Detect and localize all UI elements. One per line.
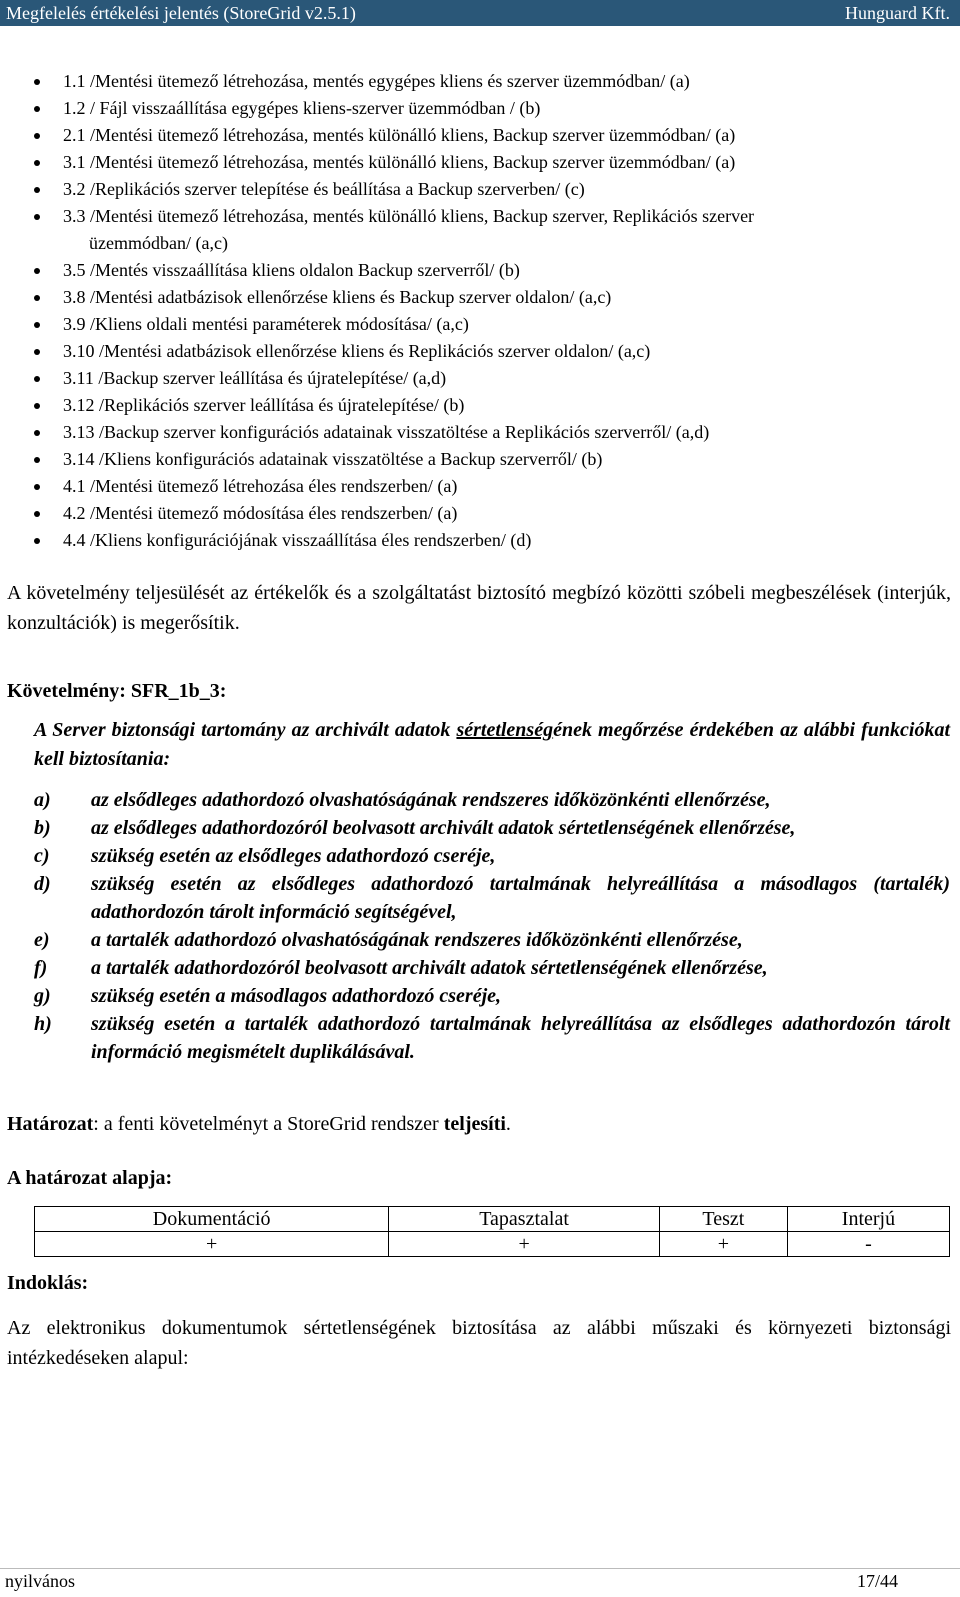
list-item: 3.12 /Replikációs szerver leállítása és újratelepítése/ (b) <box>0 392 960 419</box>
list-item: 3.8 /Mentési adatbázisok ellenőrzése kliens és Backup szerver oldalon/ (a,c) <box>0 284 960 311</box>
list-item: 3.3 /Mentési ütemező létrehozása, mentés különálló kliens, Backup szerver, Replikációs szerver üzemmódban/ (a,c) <box>0 203 960 257</box>
table-header-cell: Teszt <box>659 1207 787 1232</box>
list-item: 1.2 / Fájl visszaállítása egygépes kliens-szerver üzemmódban / (b) <box>0 95 960 122</box>
decision-label: Határozat <box>7 1113 94 1135</box>
list-item: 3.1 /Mentési ütemező létrehozása, mentés különálló kliens, Backup szerver üzemmódban/ (a) <box>0 149 960 176</box>
bullet-icon <box>34 511 40 517</box>
document-title: Megfelelés értékelési jelentés (StoreGrid v2.5.1) <box>6 3 356 23</box>
justification-paragraph: Az elektronikus dokumentumok sértetlenségének biztosítása az alábbi műszaki és környezeti biztonsági intézkedéseken alapul: <box>7 1317 951 1369</box>
page-number: 17/44 <box>856 1571 898 1591</box>
bullet-icon <box>34 403 40 409</box>
bullet-icon <box>34 484 40 490</box>
list-item: 3.14 /Kliens konfigurációs adatainak visszatöltése a Backup szerverről/ (b) <box>0 446 960 473</box>
bullet-icon <box>34 268 40 274</box>
bullet-icon <box>34 214 40 220</box>
table-header-cell: Interjú <box>787 1207 949 1232</box>
bullet-icon <box>34 457 40 463</box>
list-item: 1.1 /Mentési ütemező létrehozása, mentés egygépes kliens és szerver üzemmódban/ (a) <box>0 68 960 95</box>
list-item: 4.2 /Mentési ütemező módosítása éles rendszerben/ (a) <box>0 500 960 527</box>
table-header-cell: Dokumentáció <box>35 1207 389 1232</box>
list-item: 4.1 /Mentési ütemező létrehozása éles rendszerben/ (a) <box>0 473 960 500</box>
list-item: 3.9 /Kliens oldali mentési paraméterek módosítása/ (a,c) <box>0 311 960 338</box>
bullet-icon <box>34 376 40 382</box>
list-item: 3.11 /Backup szerver leállítása és újratelepítése/ (a,d) <box>0 365 960 392</box>
list-item: b) az elsődleges adathordozóról beolvasott archivált adatok sértetlenségének ellenőrzése, <box>34 817 796 839</box>
list-item: e) a tartalék adathordozó olvashatóságának rendszeres időközönkénti ellenőrzése, <box>34 929 743 951</box>
list-item: 3.10 /Mentési adatbázisok ellenőrzése kliens és Replikációs szerver oldalon/ (a,c) <box>0 338 960 365</box>
table-cell: + <box>659 1232 787 1257</box>
table-cell: + <box>35 1232 389 1257</box>
bullet-icon <box>34 295 40 301</box>
list-item: h) szükség esetén a tartalék adathordozó tartalmának helyreállítása az elsődleges adathordozón tárolt információ megismételt duplikálásával. <box>34 1013 950 1063</box>
list-item: g) szükség esetén a másodlagos adathordozó cseréje, <box>34 985 501 1007</box>
table-cell: - <box>787 1232 949 1257</box>
basis-table <box>34 1206 950 1257</box>
bullet-icon <box>34 106 40 112</box>
table-row <box>35 1207 950 1232</box>
requirement-intro: A Server biztonsági tartomány az archivált adatok sértetlenségének megőrzése érdekében az alábbi funkciókat kell biztosítania: <box>34 719 950 770</box>
requirement-heading: Követelmény: SFR_1b_3: <box>7 680 227 702</box>
basis-heading: A határozat alapja: <box>7 1167 173 1189</box>
list-item: 3.2 /Replikációs szerver telepítése és beállítása a Backup szerverben/ (c) <box>0 176 960 203</box>
company-name: Hunguard Kft. <box>845 3 950 23</box>
test-case-list <box>0 68 960 554</box>
list-item: 3.5 /Mentés visszaállítása kliens oldalon Backup szerverről/ (b) <box>0 257 960 284</box>
page-header <box>0 0 960 26</box>
underlined-term: sértetlenség <box>456 719 554 741</box>
verification-paragraph: A követelmény teljesülését az értékelők és a szolgáltatást biztosító megbízó közötti szóbeli megbeszélések (interjúk, konzultációk) is megerősítik. <box>7 582 951 634</box>
table-cell: + <box>389 1232 660 1257</box>
bullet-icon <box>34 79 40 85</box>
justification-heading: Indoklás: <box>7 1272 89 1294</box>
bullet-icon <box>34 133 40 139</box>
footer-divider <box>0 1568 960 1569</box>
classification-label: nyilvános <box>5 1571 75 1591</box>
bullet-icon <box>34 349 40 355</box>
table-header-cell: Tapasztalat <box>389 1207 660 1232</box>
bullet-icon <box>34 538 40 544</box>
decision-result: teljesíti <box>443 1113 506 1135</box>
list-item: f) a tartalék adathordozóról beolvasott archivált adatok sértetlenségének ellenőrzése, <box>34 957 768 979</box>
function-list <box>34 786 950 1066</box>
list-item: c) szükség esetén az elsődleges adathordozó cseréje, <box>34 845 496 867</box>
bullet-icon <box>34 160 40 166</box>
list-item: d) szükség esetén az elsődleges adathordozó tartalmának helyreállítása a másodlagos (tartalék) adathordozón tárolt információ segítségével, <box>34 873 950 923</box>
list-item: 2.1 /Mentési ütemező létrehozása, mentés különálló kliens, Backup szerver üzemmódban/ (a) <box>0 122 960 149</box>
list-item-continuation: üzemmódban/ (a,c) <box>89 233 228 253</box>
table-row <box>35 1232 950 1257</box>
bullet-icon <box>34 322 40 328</box>
list-item: 4.4 /Kliens konfigurációjának visszaállítása éles rendszerben/ (d) <box>0 527 960 554</box>
list-item: a) az elsődleges adathordozó olvashatóságának rendszeres időközönkénti ellenőrzése, <box>34 789 771 811</box>
bullet-icon <box>34 187 40 193</box>
bullet-icon <box>34 430 40 436</box>
decision-line: Határozat: a fenti követelményt a StoreGrid rendszer teljesíti. <box>7 1113 511 1135</box>
list-item: 3.13 /Backup szerver konfigurációs adatainak visszatöltése a Replikációs szerverről/ (a,d) <box>0 419 960 446</box>
